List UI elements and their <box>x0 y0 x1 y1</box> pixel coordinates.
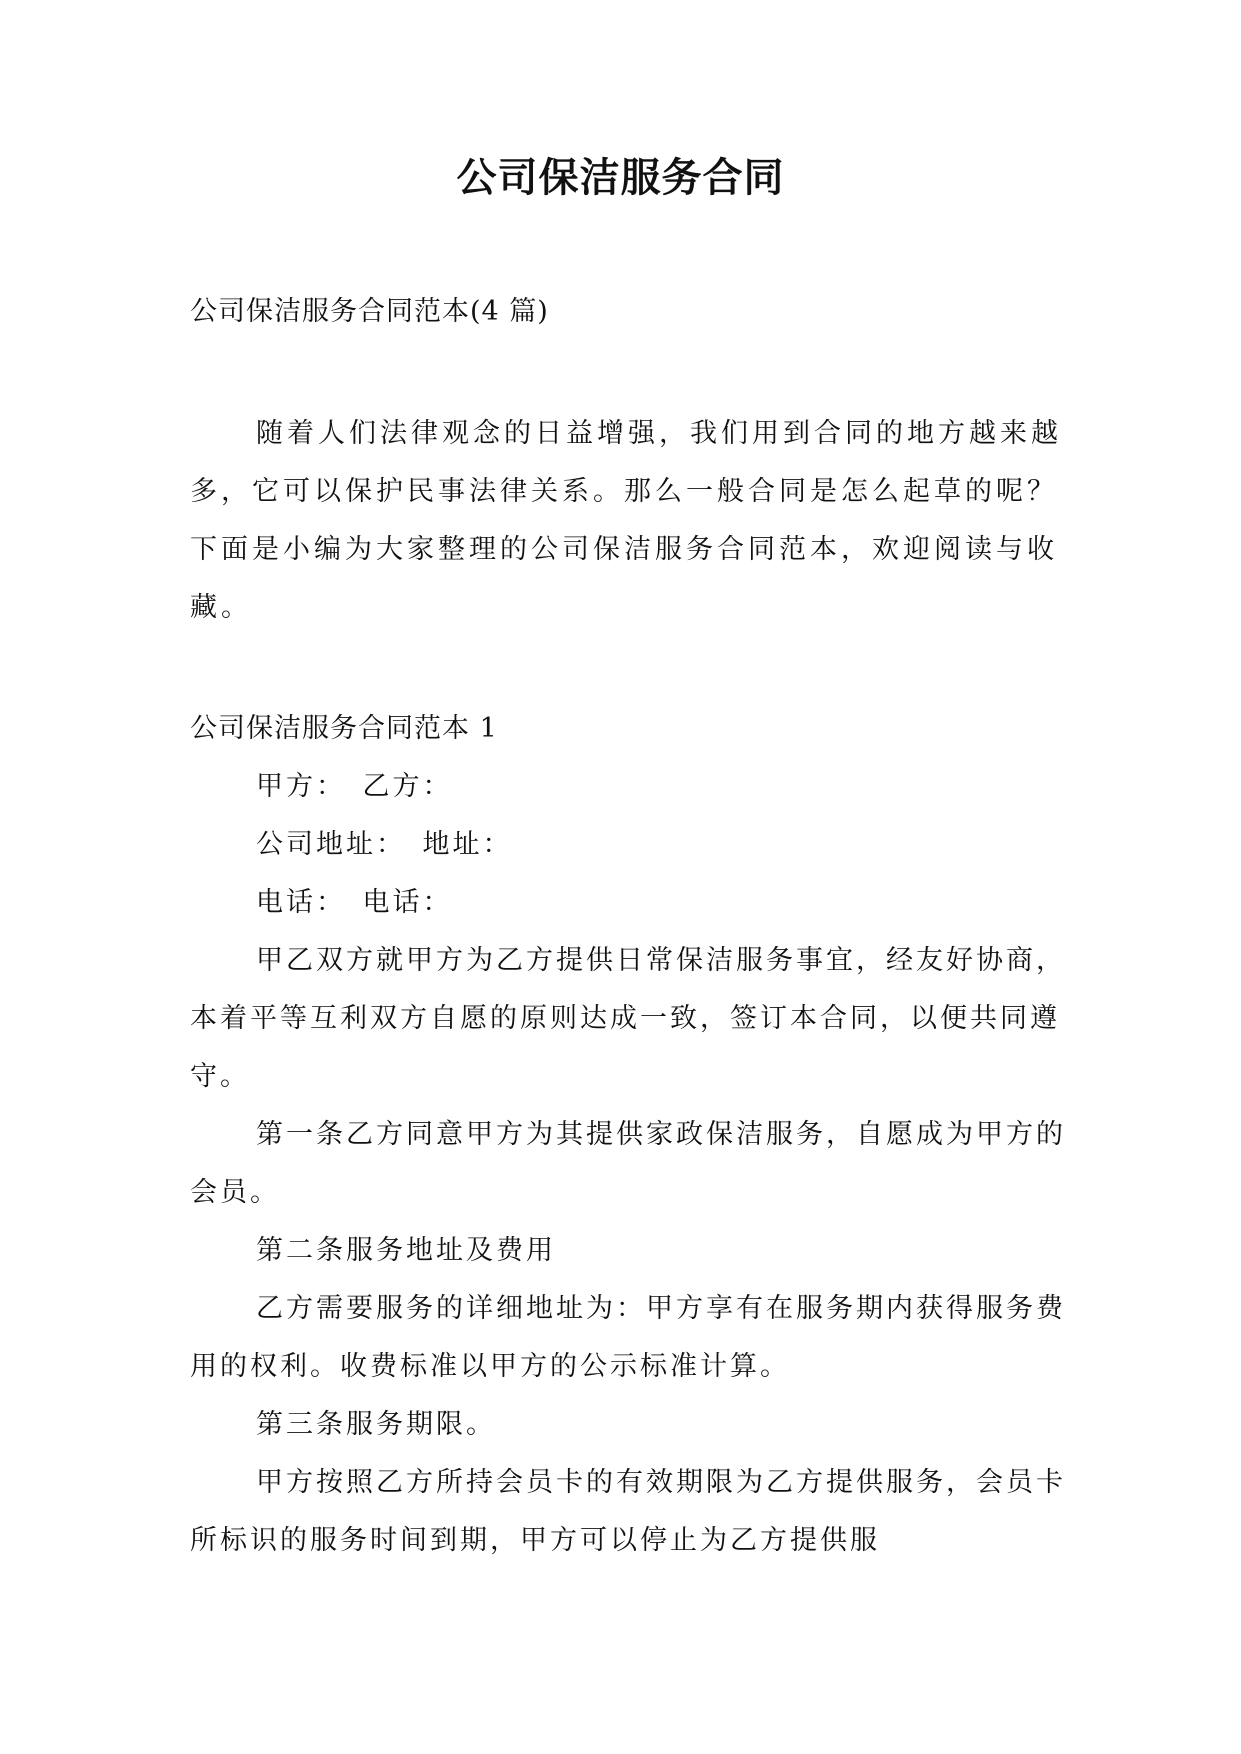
phone-line: 电话： 电话： <box>256 887 453 918</box>
article-3-heading: 第三条服务期限。 <box>256 1409 496 1440</box>
document-title: 公司保洁服务合同 <box>456 155 785 201</box>
article-3-body: 甲方按照乙方所持会员卡的有效期限为乙方提供服务，会员卡所标识的服务时间到期，甲方可以停止为乙方提供服 <box>190 1467 1066 1556</box>
party-line: 甲方： 乙方： <box>256 771 453 802</box>
intro-paragraph: 随着人们法律观念的日益增强，我们用到合同的地方越来越多，它可以保护民事法律关系。那么一般合同是怎么起草的呢？下面是小编为大家整理的公司保洁服务合同范本，欢迎阅读与收藏。 <box>190 418 1062 623</box>
article-2-heading: 第二条服务地址及费用 <box>256 1235 556 1266</box>
agreement-paragraph: 甲乙双方就甲方为乙方提供日常保洁服务事宜，经友好协商，本着平等互利双方自愿的原则达成一致，签订本合同，以便共同遵守。 <box>190 945 1066 1092</box>
document-subtitle: 公司保洁服务合同范本(4 篇) <box>190 296 549 327</box>
section-heading: 公司保洁服务合同范本 1 <box>190 713 498 744</box>
contract-body <box>190 700 1070 1570</box>
article-1: 第一条乙方同意甲方为其提供家政保洁服务，自愿成为甲方的会员。 <box>190 1119 1066 1208</box>
article-2-body: 乙方需要服务的详细地址为：甲方享有在服务期内获得服务费用的权利。收费标准以甲方的公示标准计算。 <box>190 1293 1066 1382</box>
address-line: 公司地址： 地址： <box>256 829 513 860</box>
